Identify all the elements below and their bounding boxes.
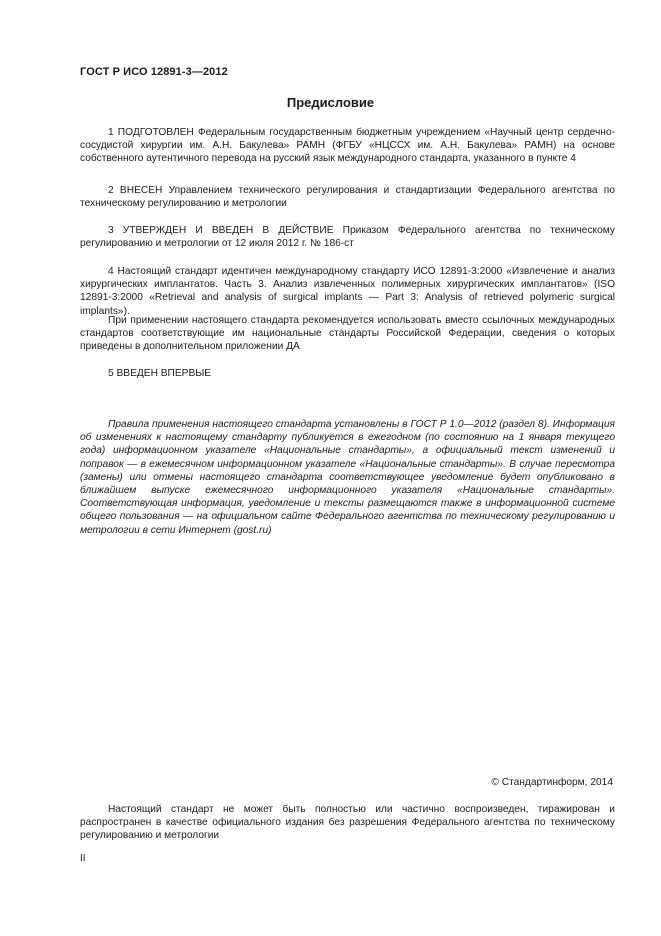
paragraph-prepared: 1 ПОДГОТОВЛЕН Федеральным государственным бюджетным учреждением «Научный центр сердечно-сосудистой хирургии им. А.Н. Бакулева» РАМН (ФГБУ «НЦССХ им. А.Н. Бакулева» РАМН) на основе собственного аутентичного перевода на русский язык международного стандарта, указанного в пункте 4 <box>80 127 615 165</box>
copyright-line: © Стандартинформ, 2014 <box>491 777 613 788</box>
paragraph-identical: 4 Настоящий стандарт идентичен международному стандарту ИСО 12891-3:2000 «Извлечение и анализ хирургических имплантатов. Часть 3. Анализ извлеченных полимерных хирургических имплантатов» (ISO 12891-3:2000 «Retrieval and analysis of surgical implants — Part 3: Analysis of retrieved polymeric surgical implants»). <box>80 266 615 317</box>
page-title: Предисловие <box>286 95 375 110</box>
paragraph-references: При применении настоящего стандарта рекомендуется использовать вместо ссылочных международных стандартов соответствующие им национальные стандарты Российской Федерации, сведения о которых приведены в дополнительном приложении ДА <box>80 315 615 353</box>
application-rules-notice: Правила применения настоящего стандарта установлены в ГОСТ Р 1.0—2012 (раздел 8). Информация об изменениях к настоящему стандарту публикуется в ежегодном (по состоянию на 1 января текущего года) информационном указателе «Национальные стандарты», а официальный текст изменений и поправок — в ежемесячном информационном указателе «Национальные стандарты». В случае пересмотра (замены) или отмены настоящего стандарта соответствующее уведомление будет опубликовано в ближайшем выпуске ежемесячного информационного указателя «Национальные стандарты». Соответствующая информация, уведомление и тексты размещаются также в информационной системе общего пользования — на официальном сайте Федерального агентства по техническому регулированию и метрологии в сети Интернет (gost.ru) <box>80 419 615 536</box>
page-number: II <box>80 853 86 864</box>
standard-id-header: ГОСТ Р ИСО 12891-3—2012 <box>80 66 228 78</box>
paragraph-introduced: 2 ВНЕСЕН Управлением технического регулирования и стандартизации Федерального агентства по техническому регулированию и метрологии <box>80 185 615 210</box>
paragraph-approved: 3 УТВЕРЖДЕН И ВВЕДЕН В ДЕЙСТВИЕ Приказом Федерального агентства по техническому регулированию и метрологии от 12 июля 2012 г. № 186-ст <box>80 225 615 250</box>
paragraph-first-introduced: 5 ВВЕДЕН ВПЕРВЫЕ <box>108 368 212 379</box>
reproduction-notice: Настоящий стандарт не может быть полностью или частично воспроизведен, тиражирован и распространен в качестве официального издания без разрешения Федерального агентства по техническому регулированию и метрологии <box>80 804 615 842</box>
